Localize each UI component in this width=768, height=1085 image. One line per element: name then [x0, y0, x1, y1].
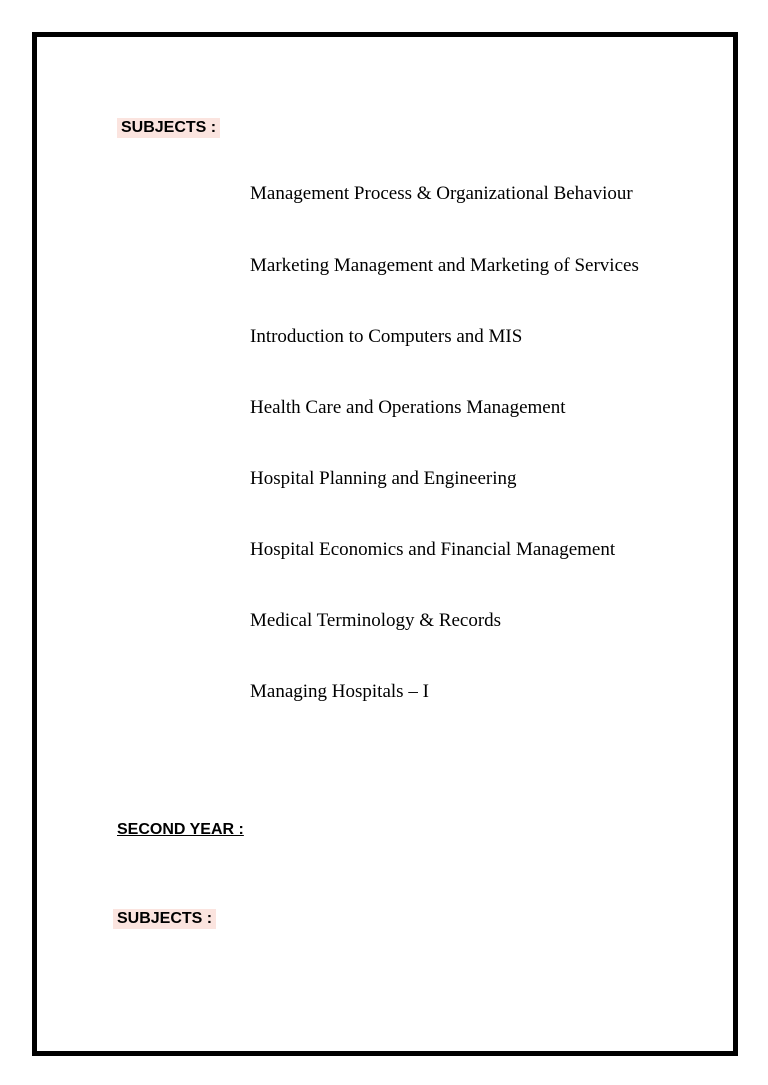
subjects-heading: SUBJECTS :: [117, 118, 220, 138]
subject-item: Hospital Economics and Financial Management: [250, 539, 616, 560]
subject-item: Health Care and Operations Management: [250, 397, 566, 418]
subjects-heading-second-year: SUBJECTS :: [113, 909, 216, 929]
subject-item: Management Process & Organizational Behaviour: [250, 183, 633, 204]
subject-item: Hospital Planning and Engineering: [250, 468, 517, 489]
subject-item: Managing Hospitals – I: [250, 681, 429, 702]
second-year-heading: SECOND YEAR :: [117, 821, 244, 838]
subject-item: Introduction to Computers and MIS: [250, 326, 523, 347]
subject-item: Medical Terminology & Records: [250, 610, 502, 631]
subject-item: Marketing Management and Marketing of Services: [250, 255, 639, 276]
